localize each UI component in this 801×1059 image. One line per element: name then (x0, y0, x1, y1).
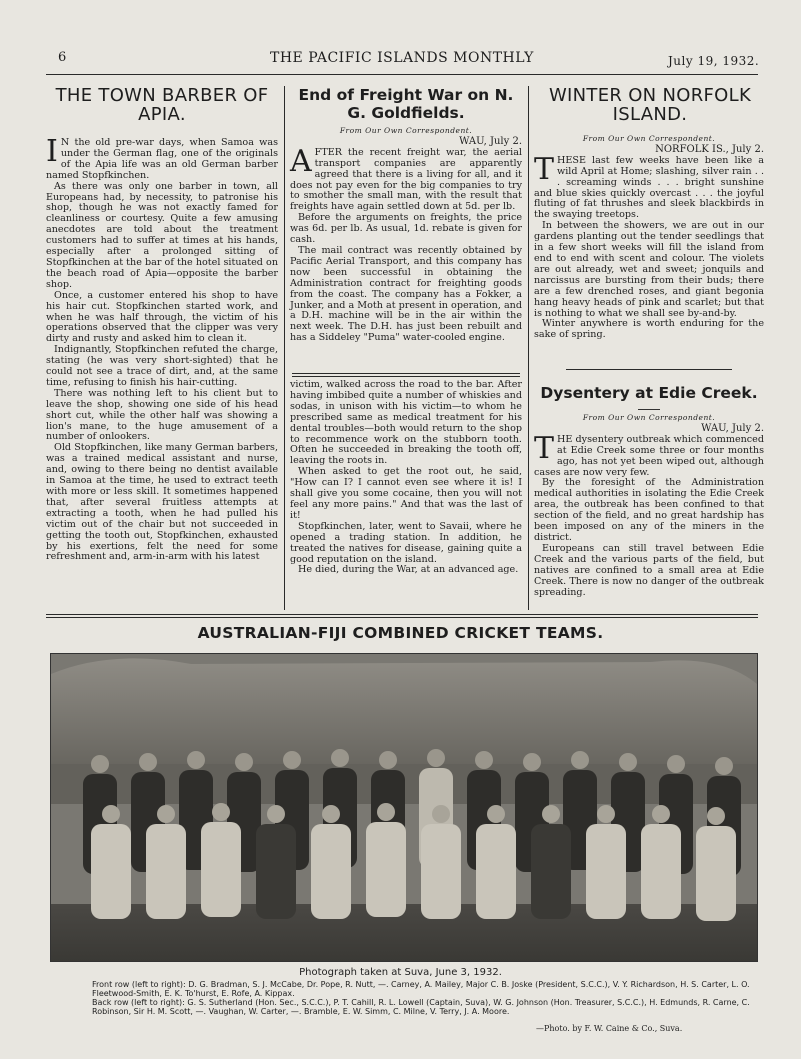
section-rule-2 (46, 617, 758, 618)
freight-para-1: FTER the recent freight war, the aerial transport companies are apparently agreed that there is a living for all, and it does not pay even for the big companies to try to smother the small man, with the result that freights have again settled down at 5d. per lb. (290, 146, 522, 213)
dysentery-para-2: By the foresight of the Administration medical authorities in isolating the Edie Creek area, the outbreak has been confined to that section of the field, and no great hardship has been imposed on any of the miners in the district. (534, 477, 764, 543)
dysentery-dateline: WAU, July 2. (701, 422, 764, 434)
header-rule (46, 74, 758, 75)
dysentery-para-1: HE dysentery outbreak which commenced at Edie Creek some three or four months ago, has not yet been wiped out, although cases are now very few. (534, 433, 764, 478)
freight-column (290, 126, 522, 344)
section-rule (46, 614, 758, 615)
norfolk-title: WINTER ON NORFOLK ISLAND. (548, 85, 752, 125)
photo-section-title: AUSTRALIAN-FIJI COMBINED CRICKET TEAMS. (197, 624, 604, 642)
norfolk-column (534, 134, 764, 341)
barber-cont-4: He died, during the War, at an advanced age. (298, 564, 519, 576)
barber-para-6: Old Stopfkinchen, like many German barbers, was a trained medical assistant and nurse, and, owing to there being no dentist available in Samoa at the time, he used to extract teeth with more or less skill. It sometimes happened that, after several fruitless attempts at extracting a tooth, when he had pulled his victim out of the chair but not succeeded in getting the tooth out, Stopfkinchen, exhausted by his exertions, felt the need for some refreshment and, arm-in-arm with his latest (46, 442, 278, 563)
freight-title: End of Freight War on N. G. Goldfields. (298, 86, 514, 122)
column-rule-2 (528, 86, 529, 610)
dysentery-title: Dysentery at Edie Creek. (540, 384, 758, 402)
dysentery-column (534, 406, 764, 598)
team-photo-illustration (51, 654, 757, 961)
norfolk-end-rule (566, 369, 732, 370)
barber-para-1: N the old pre-war days, when Samoa was under the German flag, one of the originals of the Apia life was an old German barber named Stopfkinchen. (46, 137, 278, 181)
dysentery-dropcap: T (534, 430, 555, 466)
team-photograph (50, 653, 758, 962)
freight-dropcap: A (290, 143, 312, 179)
back-row-caption: Back row (left to right): G. S. Sutherland (Hon. Sec., S.C.C.), P. T. Cahill, R. L. Lowell (Captain, Suva), W. G. Johnson (Hon. Treasurer, S.C.C.), H. Edmunds, R. Carne, C. Robinson, Sir H. M. Scott, —. Vaughan, W. Carter, —. Bramble, E. W. Simm, C. Milne, V. Terry, J. A. Moore. (92, 998, 750, 1016)
dysentery-para-3: Europeans can still travel between Edie Creek and the various parts of the field, but natives are confined to a small area at Edie Creek. There is now no danger of the outbreak spreading. (534, 542, 764, 598)
freight-para-2: Before the arguments on freights, the price was 6d. per lb. As usual, 1d. rebate is given for cash. (290, 212, 522, 246)
freight-end-rule (292, 373, 520, 374)
norfolk-dateline: NORFOLK IS., July 2. (655, 143, 764, 155)
photo-caption-title: Photograph taken at Suva, June 3, 1932. (299, 967, 502, 978)
barber-para-3: Once, a customer entered his shop to have his hair cut. Stopfkinchen started work, and when he was half through, the victim of his operations observed that the clipper was very dirty and rusty and asked him to clean it. (46, 289, 278, 345)
norfolk-byline: From Our Own Correspondent. (582, 134, 716, 143)
barber-para-2: As there was only one barber in town, all Europeans had, by necessity, to patronise his shop, though he was not exactly famed for cleanliness or courtesy. Quite a few amusing anecdotes are told about the treatment customers had to suffer at times at his hands, especially after a prolonged sitting of Stopfkinchen at the bar of the hotel situated on the beach road of Apia—opposite the barber shop. (46, 180, 278, 290)
dysentery-byline: From Our Own Correspondent. (582, 413, 716, 422)
barber-dropcap: I (46, 134, 58, 169)
barber-para-5: There was nothing left to his client but to leave the shop, showing one side of his head short cut, while the other half was showing a lion's mane, to the huge amusement of a number of onlookers. (46, 387, 278, 443)
norfolk-para-2: In between the showers, we are out in our gardens planting out the tender seedlings that in a few short weeks will fill the island from end to end with scent and colour. The violets are out already, wet and sweet; jonquils and narcissus are bursting from their buds; there are a few drenched roses, and giant begonia hang heavy heads of pink and scarlet; but that is nothing to what we shall see by-and-by. (534, 220, 764, 319)
issue-date: July 19, 1932. (668, 54, 760, 68)
norfolk-para-1: HESE last few weeks have been like a wild April at Home; slashing, silver rain . . . screaming winds . . . bright sunshine and blue skies quickly overcast . . . the joyful fluting of fat thrushes and sleek blackbirds in the swaying treetops. (534, 154, 764, 221)
barber-cont-3: Stopfkinchen, later, went to Savaii, where he opened a trading station. In addition, he treated the natives for disease, gaining quite a good reputation on the island. (290, 520, 522, 565)
page-number: 6 (58, 50, 67, 65)
front-row-caption: Front row (left to right): D. G. Bradman, S. J. McCabe, Dr. Pope, R. Nutt, —. Carney, A. Mailey, Major C. B. Joske (President, S.C.C.), V. Y. Richardson, H. S. Carter, L. O. Fleetwood-Smith, E. K. To'hurst, E. Rofe, A. Kippax. (92, 980, 750, 998)
freight-para-3: The mail contract was recently obtained by Pacific Aerial Transport, and this company has now been successful in obtaining the Administration contract for freighting goods from the coast. The company has a Fokker, a Junker, and a Moth at present in operation, and a D.H. machine will be in the air within the next week. The D.H. has just been rebuilt and has a Siddeley "Puma" water-cooled engine. (290, 244, 522, 344)
norfolk-para-3: Winter anywhere is worth enduring for the sake of spring. (534, 318, 764, 341)
barber-continuation (290, 380, 522, 576)
photo-credit: —Photo. by F. W. Caine & Co., Suva. (536, 1024, 683, 1033)
norfolk-dropcap: T (534, 151, 555, 187)
barber-column (46, 134, 278, 563)
dysentery-short-rule (638, 409, 660, 410)
barber-para-4: Indignantly, Stopfkinchen refuted the charge, stating (he was very short-sighted) that he could not see a trace of dirt, and, at the same time, refusing to finish his hair-cutting. (46, 344, 278, 388)
barber-cont-1: victim, walked across the road to the bar. After having imbibed quite a number of whiskies and sodas, in unison with his victim—to whom he prescribed same as medical treatment for his dental troubles—both would return to the shop to recommence work on the stubborn tooth. Often he succeeded in breaking the tooth off, leaving the roots in. (290, 379, 522, 467)
barber-cont-2: When asked to get the root out, he said, "How can I? I cannot even see where it is! I shall give you some cocaine, then you will not feel any more pains." And that was the last of it! (290, 466, 522, 521)
freight-dateline: WAU, July 2. (459, 135, 522, 147)
barber-title: THE TOWN BARBER OF APIA. (55, 85, 269, 125)
freight-byline: From Our Own Correspondent. (339, 126, 473, 135)
publication-title: THE PACIFIC ISLANDS MONTHLY (270, 50, 534, 66)
freight-end-rule-2 (292, 376, 520, 377)
column-rule-1 (284, 86, 285, 610)
